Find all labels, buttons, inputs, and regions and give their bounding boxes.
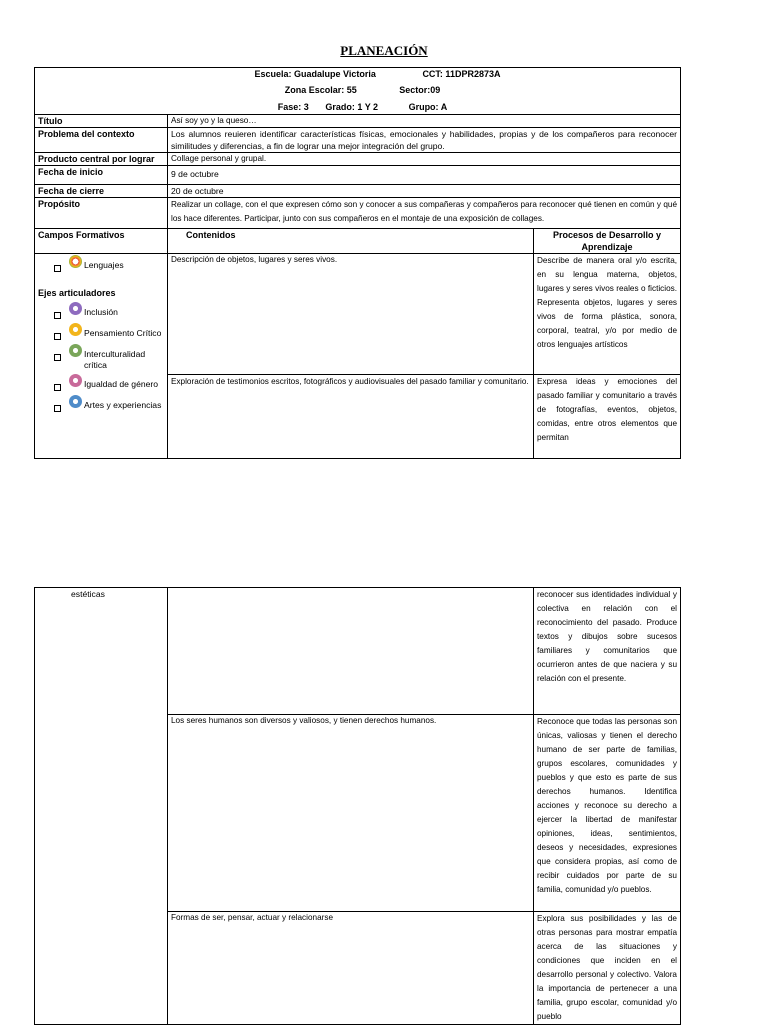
procesos-header: Procesos de Desarrollo y Aprendizaje bbox=[534, 229, 681, 254]
eje-label: Pensamiento Crítico bbox=[84, 328, 162, 338]
proposito-value: Realizar un collage, con el que expresen cómo son y conocer a sus compañeras y compañeros para reconocer qué tienen en común y qué los hace diferentes. Participar, junto con sus compañeros en el montaje de una exposición de collages. bbox=[168, 198, 681, 229]
inicio-value: 9 de octubre bbox=[168, 166, 681, 185]
proceso-cell: Expresa ideas y emociones del pasado familiar y comunitario a través de fotografías, eventos, objetos, comidas, entre otros elementos que permitan bbox=[534, 375, 681, 459]
problema-label: Problema del contexto bbox=[35, 128, 168, 153]
pensamiento-critico-icon bbox=[69, 323, 82, 336]
proceso-cell: Reconoce que todas las personas son únicas, valiosas y tienen el derecho humano de ser parte de familias, grupos escolares, comunidades y pueblos y que esto es parte de sus derechos humanos. Identifica acciones y reconoce su derecho a ejercer la libertad de manifestar opiniones, ideas, sentimientos, deseos y necesidades, expresiones que considera propias, así como de recibir cuidados por parte de su familia, comunidad y/o pueblos. bbox=[534, 715, 681, 912]
proceso-cell: reconocer sus identidades individual y colectiva en relación con el reconocimiento del pasado. Produce textos y dibujos sobre sucesos familiares y comunitarios que ocurrieron antes de que naciera y su relación con el presente. bbox=[534, 588, 681, 715]
producto-value: Collage personal y grupal. bbox=[168, 153, 681, 166]
checkbox[interactable] bbox=[54, 265, 61, 272]
contenido-cell: Los seres humanos son diversos y valiosos, y tienen derechos humanos. bbox=[168, 715, 534, 912]
eje-label: Inclusión bbox=[84, 307, 118, 317]
ejes-title: Ejes articuladores bbox=[38, 288, 116, 298]
header-row-zona bbox=[35, 80, 681, 96]
eje-item bbox=[38, 307, 164, 320]
proceso-cell: Describe de manera oral y/o escrita, en su lengua materna, objetos, lugares y seres vivos reales o ficticios. Representa objetos, lugares y seres vivos de forma plástica, sonora, corporal, teatral, y/o por medio de otros lenguajes artísticos bbox=[534, 254, 681, 375]
escuela: Escuela: Guadalupe Victoria bbox=[254, 69, 376, 79]
lenguajes-icon bbox=[69, 255, 82, 268]
eje-label: Igualdad de género bbox=[84, 379, 159, 389]
inclusion-icon bbox=[69, 302, 82, 315]
checkbox[interactable] bbox=[54, 333, 61, 340]
ejes-list bbox=[38, 307, 164, 413]
campos-cell bbox=[35, 254, 168, 459]
checkbox[interactable] bbox=[54, 354, 61, 361]
eje-item bbox=[38, 400, 164, 413]
cierre-value: 20 de octubre bbox=[168, 185, 681, 198]
contenido-cell: Formas de ser, pensar, actuar y relacionarse bbox=[168, 912, 534, 1025]
titulo-label: Título bbox=[35, 115, 168, 128]
checkbox[interactable] bbox=[54, 384, 61, 391]
checkbox[interactable] bbox=[54, 312, 61, 319]
header-row-fase bbox=[35, 96, 681, 115]
lenguajes-item bbox=[38, 260, 164, 273]
producto-label: Producto central por lograr bbox=[35, 153, 168, 166]
eje-item bbox=[38, 349, 164, 371]
fase: Fase: 3 bbox=[277, 102, 309, 112]
eje-item bbox=[38, 328, 164, 341]
cct: CCT: 11DPR2873A bbox=[422, 69, 501, 79]
eje-item bbox=[38, 379, 164, 392]
planeacion-table bbox=[34, 67, 681, 459]
titulo-value: Así soy yo y la queso… bbox=[168, 115, 681, 128]
problema-value: Los alumnos reuieren identificar características físicas, emocionales y habilidades, propias y de los compañeros para reconocer similitudes y diferencias, a fin de lograr una mejor integración del grupo. bbox=[168, 128, 681, 153]
header-row-escuela bbox=[35, 68, 681, 81]
interculturalidad-icon bbox=[69, 344, 82, 357]
grupo: Grupo: A bbox=[408, 102, 448, 112]
inicio-label: Fecha de inicio bbox=[35, 166, 168, 185]
page-title: PLANEACIÓN bbox=[340, 43, 428, 58]
esteticas-cell: estéticas bbox=[35, 588, 168, 1025]
cierre-label: Fecha de cierre bbox=[35, 185, 168, 198]
checkbox[interactable] bbox=[54, 405, 61, 412]
igualdad-genero-icon bbox=[69, 374, 82, 387]
contenidos-header: Contenidos bbox=[168, 229, 534, 254]
proposito-label: Propósito bbox=[35, 198, 168, 229]
contenido-cell bbox=[168, 588, 534, 715]
artes-icon bbox=[69, 395, 82, 408]
eje-label: Interculturalidad crítica bbox=[84, 349, 146, 370]
grado: Grado: 1 Y 2 bbox=[325, 102, 379, 112]
campos-header: Campos Formativos bbox=[35, 229, 168, 254]
lenguajes-label: Lenguajes bbox=[84, 260, 124, 270]
zona-escolar: Zona Escolar: 55 bbox=[284, 85, 357, 95]
contenido-cell: Descripción de objetos, lugares y seres vivos. bbox=[168, 254, 534, 375]
planeacion-continuation-table bbox=[34, 587, 681, 1025]
proceso-cell: Explora sus posibilidades y las de otras personas para mostrar empatía acerca de las situaciones y condiciones que inciden en el desarrollo personal y colectivo. Valora la importancia de pertenecer a una familia, grupo escolar, comunidad y/o pueblo bbox=[534, 912, 681, 1025]
eje-label: Artes y experiencias bbox=[84, 400, 162, 410]
contenido-cell: Exploración de testimonios escritos, fotográficos y audiovisuales del pasado familiar y comunitario. bbox=[168, 375, 534, 459]
sector: Sector:09 bbox=[399, 85, 441, 95]
